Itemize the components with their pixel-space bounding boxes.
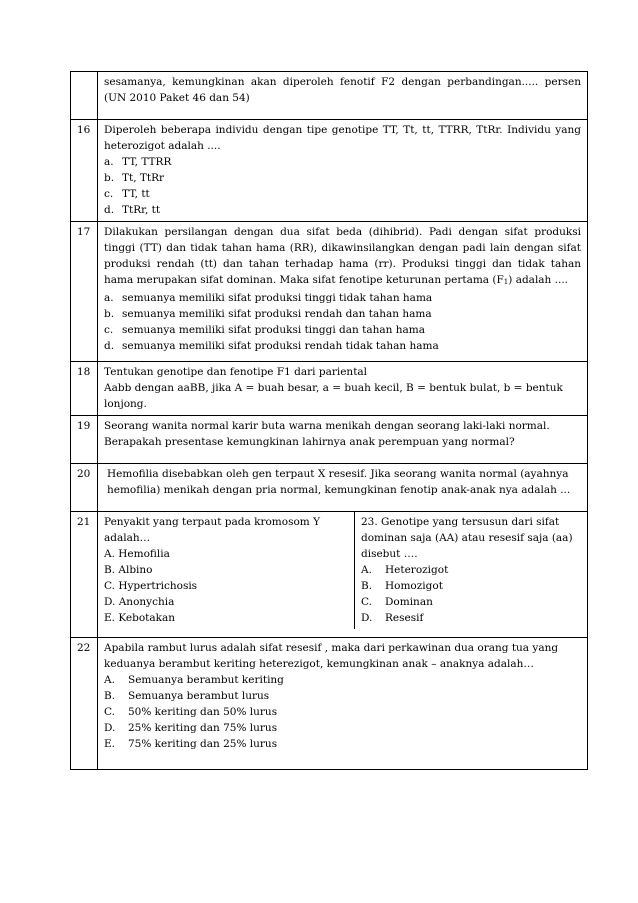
question-text-line-2: Aabb dengan aaBB, jika A = buah besar, a = buah kecil, B = bentuk bulat, b = bentuk lonjong. — [104, 382, 563, 410]
option-d: d. TtRr, tt — [104, 204, 161, 216]
question-number: 20 — [71, 464, 98, 512]
table-row — [71, 72, 588, 120]
question-number: 16 — [71, 120, 98, 222]
question-cell — [98, 222, 588, 362]
option-b: B. Albino — [104, 564, 153, 576]
option-c: C. Hypertrichosis — [104, 580, 198, 592]
question-number: 21 — [71, 512, 98, 638]
question-cell — [98, 362, 588, 416]
option-e: E. Kebotakan — [104, 612, 176, 624]
question-text: Diperoleh beberapa individu dengan tipe genotipe TT, Tt, tt, TTRR, TtRr. Individu yang heterozigot adalah .... — [104, 124, 581, 152]
option-a: a. semuanya memiliki sifat produksi tinggi tidak tahan hama — [104, 292, 433, 304]
question-cell — [98, 416, 588, 464]
option-b: B. Homozigot — [361, 580, 443, 592]
table-row — [71, 222, 588, 362]
option-d: D. 25% keriting dan 75% lurus — [104, 722, 278, 734]
table-row — [71, 464, 588, 512]
option-a: A. Heterozigot — [361, 564, 449, 576]
question-23 — [355, 512, 587, 629]
question-21 — [98, 512, 355, 629]
option-a: A. Hemofilia — [104, 548, 170, 560]
question-number — [71, 72, 98, 120]
table-row — [71, 362, 588, 416]
question-text: Apabila rambut lurus adalah sifat resesif , maka dari perkawinan dua orang tua yang keduanya berambut keriting heterezigot, kemungkinan anak – anaknya adalah… — [104, 642, 559, 670]
question-cell-split — [98, 512, 588, 638]
question-sheet — [70, 71, 588, 770]
table-row — [71, 638, 588, 770]
option-b: B. Semuanya berambut lurus — [104, 690, 270, 702]
question-text — [98, 72, 588, 120]
table-row — [71, 416, 588, 464]
option-b: b. Tt, TtRr — [104, 172, 165, 184]
option-d: D. Anonychia — [104, 596, 175, 608]
option-e: E. 75% keriting dan 25% lurus — [104, 738, 278, 750]
option-b: b. semuanya memiliki sifat produksi rendah dan tahan hama — [104, 308, 432, 320]
option-c: c. semuanya memiliki sifat produksi tinggi dan tahan hama — [104, 324, 425, 336]
option-c: c. TT, tt — [104, 188, 150, 200]
question-cell — [98, 638, 588, 770]
option-a: a. TT, TTRR — [104, 156, 172, 168]
question-text: Seorang wanita normal karir buta warna menikah dengan seorang laki-laki normal. Berapakah presentase kemungkinan lahirnya anak perempuan yang normal? — [104, 420, 550, 448]
question-table — [70, 71, 588, 770]
option-c: C. 50% keriting dan 50% lurus — [104, 706, 278, 718]
question-text-line-1: Tentukan genotipe dan fenotipe F1 dari pariental — [104, 366, 368, 378]
option-a: A. Semuanya berambut keriting — [104, 674, 284, 686]
option-d: d. semuanya memiliki sifat produksi rendah tidak tahan hama — [104, 340, 439, 352]
question-continuation-text: sesamanya, kemungkinan akan diperoleh fenotif F2 dengan perbandingan..... persen (UN 2010 Paket 46 dan 54) — [104, 76, 581, 104]
question-text: Penyakit yang terpaut pada kromosom Y adalah… — [104, 516, 321, 544]
table-row — [71, 120, 588, 222]
question-number: 18 — [71, 362, 98, 416]
question-number: 19 — [71, 416, 98, 464]
question-number: 17 — [71, 222, 98, 362]
option-d: D. Resesif — [361, 612, 424, 624]
question-text: 23. Genotipe yang tersusun dari sifat dominan saja (AA) atau resesif saja (aa) disebut …. — [361, 516, 573, 560]
question-cell — [98, 120, 588, 222]
question-text: Hemofilia disebabkan oleh gen terpaut X resesif. Jika seorang wanita normal (ayahnya hemofilia) menikah dengan pria normal, kemungkinan fenotip anak-anak nya adalah ... — [107, 468, 571, 496]
question-text: Dilakukan persilangan dengan dua sifat beda (dihibrid). Padi dengan sifat produksi tinggi (TT) dan tidak tahan hama (RR), dikawinsilangkan dengan padi lain dengan sifat produksi rendah (tt) dan tahan terhadap hama (rr). Produksi tinggi dan tidak tahan hama merupakan sifat dominan. Maka sifat fenotipe keturunan pertama $(F_1)$ adalah .... — [104, 226, 581, 286]
question-number: 22 — [71, 638, 98, 770]
table-row — [71, 512, 588, 638]
question-cell — [98, 464, 588, 512]
option-c: C. Dominan — [361, 596, 433, 608]
